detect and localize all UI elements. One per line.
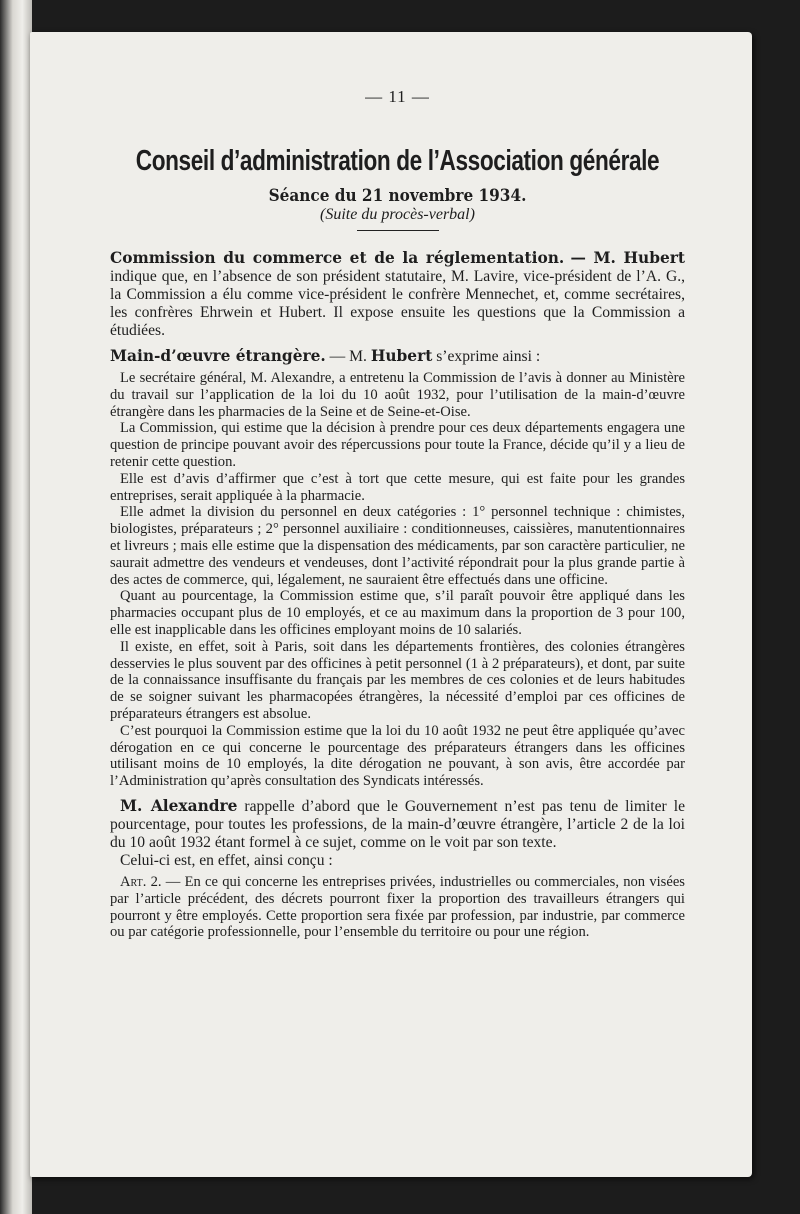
main-speaker-pre: — M. xyxy=(325,348,371,365)
page-sheet xyxy=(30,32,752,1177)
book-spine xyxy=(0,0,32,1214)
main-oeuvre-heading: Main-d’œuvre étrangère. xyxy=(110,347,326,365)
paragraph-1: Le secrétaire général, M. Alexandre, a entretenu la Commission de l’avis à donner au Ministère du travail sur l’application de la loi du 10 août 1932, pour l’utilisation de la main-d’œuvre étrangère dans les pharmacies de la Seine et de Seine-et-Oise. xyxy=(110,370,685,420)
alexandre-name: M. Alexandre xyxy=(120,796,238,815)
commission-speaker: — M. Hubert xyxy=(570,249,685,267)
subtitle: (Suite du procès-verbal) xyxy=(320,206,475,223)
paragraph-5: Quant au pourcentage, la Commission estime que, s’il paraît pouvoir être appliqué dans les pharmacies occupant plus de 10 employés, et ce au maximum dans la proportion de 3 pour 100, elle est inapplicable dans les officines employant moins de 10 salariés. xyxy=(110,588,685,638)
paragraph-2: La Commission, qui estime que la décision à prendre pour ces deux départements engagera une question de principe pouvant avoir des répercussions pour toute la France, décide qu’il y a lieu de retenir cette question. xyxy=(110,420,685,470)
paragraph-7: C’est pourquoi la Commission estime que la loi du 10 août 1932 ne peut être appliquée qu’avec dérogation en ce qui concerne le pourcentage des préparateurs étrangers dans les officines utilisant moins de 10 employés, la dite dérogation ne pouvant, à son avis, être accordée par l’Administration qu’après consultation des Syndicats intéressés. xyxy=(110,722,685,790)
session-date: Séance du 21 novembre 1934. xyxy=(268,186,527,206)
page-number: — 11 — xyxy=(365,87,430,106)
article-label: Art. 2. xyxy=(120,873,162,890)
page-content xyxy=(110,87,685,941)
commission-text: indique que, en l’absence de son président statutaire, M. Lavire, vice-président de l’A. G., la Commission a élu comme vice-président le confrère Mennechet, et, comme secrétaires, les confrères Ehrwein et Hubert. Il expose ensuite les questions que la Commission a étudiées. xyxy=(110,268,685,339)
article-2-paragraph xyxy=(110,874,685,941)
paragraph-6: Il existe, en effet, soit à Paris, soit dans les départements frontières, des colonies étrangères desservies le plus souvent par des officines à petit personnel (1 à 2 préparateurs), et dont, par suite de la connaissance insuffisante du français par les membres de ces colonies et de leurs habitudes de se soigner suivant les pharmacopées étrangères, la nécessité d’emploi par ces officines de préparateurs étrangers est absolue. xyxy=(110,638,685,722)
main-speaker-post: s’exprime ainsi : xyxy=(432,348,541,365)
main-oeuvre-paragraph xyxy=(110,347,685,366)
alexandre-text: rappelle d’abord que le Gouvernement n’est pas tenu de limiter le pourcentage, pour toutes les professions, de la main-d’œuvre étrangère, l’article 2 de la loi du 10 août 1932 étant formel à ce sujet, comme on le voit par son texte. xyxy=(110,797,685,851)
commission-paragraph xyxy=(110,249,685,340)
title-divider xyxy=(357,230,439,231)
paragraph-3: Elle est d’avis d’affirmer que c’est à tort que cette mesure, qui est faite pour les grandes entreprises, serait appliquée à la pharmacie. xyxy=(110,470,685,504)
paragraph-4: Elle admet la division du personnel en deux catégories : 1° personnel technique : chimistes, biologistes, préparateurs ; 2° personnel auxiliaire : conditionneuses, caissières, manutentionnaires et livreurs ; mais elle estime que la dispensation des médicaments, par son caractère particulier, ne saurait admettre des vendeurs et vendeuses, dont l’activité répondrait pour la plus grande partie à des actes de commerce, qui, légalement, ne sauraient être effectués dans une officine. xyxy=(110,504,685,588)
main-speaker: Hubert xyxy=(370,347,433,365)
alexandre-paragraph xyxy=(110,797,685,852)
commission-heading: Commission du commerce et de la réglementation. xyxy=(110,249,565,267)
page-title: Conseil d’administration de l’Association générale xyxy=(135,145,660,177)
celui-ci-line: Celui-ci est, en effet, ainsi conçu : xyxy=(120,851,333,869)
article-text: — En ce qui concerne les entreprises privées, industrielles ou commerciales, non visées par l’article précédent, des décrets pourront fixer la proportion des travailleurs étrangers qui pourront y être employés. Cette proportion sera fixée par profession, par industrie, par commerce ou par catégorie professionnelle, pour l’ensemble du territoire ou pour une région. xyxy=(110,873,685,941)
